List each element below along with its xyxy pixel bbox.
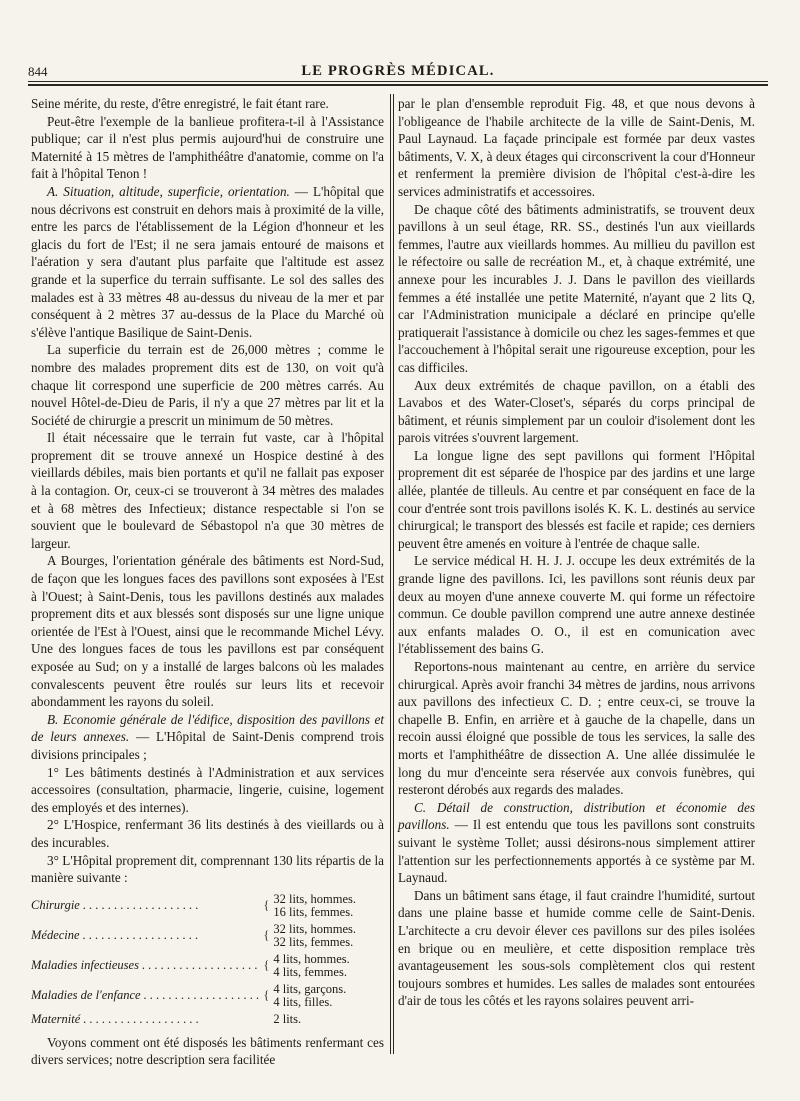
paragraph: Voyons comment ont été disposés les bâtiments renfermant ces divers services; notre description sera facilitée: [31, 1034, 384, 1068]
bed-count: 16 lits, femmes.: [273, 904, 354, 919]
page-number: 844: [28, 64, 48, 79]
paragraph: Aux deux extrémités de chaque pavillon, on a établi des Lavabos et des Water-Closet's, séparés du corps principal de bâtiment, et réunis simplement par un couloir d'isolement dont les parois vitrées s'ouvrent largement.: [398, 377, 755, 446]
service-name: Maladies de l'enfance . . .: [31, 981, 259, 1011]
paragraph: Le service médical H. H. J. J. occupe les deux extrémités de la grande ligne des pavillons. Ici, les pavillons sont réunis deux par deux au moyen d'une annexe couverte M. qui forme un réfectoire commun. Ce double pavillon comprend une autre annexe destinée aux enfants malades O. O., il est en comunication avec l'établissement des bains G.: [398, 553, 755, 657]
bed-count: 4 lits, filles.: [273, 994, 333, 1009]
paragraph: La longue ligne des sept pavillons qui forment l'Hôpital proprement dit est séparée de l'hospice par des jardins et une large allée, plantée de tilleuls. Au centre et par conséquent en face de la cour d'entrée sont trois pavillons isolés K. K. L. destinés au service chirurgical; le transport des blessés est facile et rapide; ces derniers peuvent être amenés en voiture à l'entrée de chaque salle.: [398, 447, 755, 551]
brace: {: [263, 958, 270, 973]
service-name: Maladies infectieuses . . .: [31, 951, 259, 981]
service-name: Maternité . . .: [31, 1011, 259, 1028]
table-row: [31, 951, 384, 981]
bed-allocation-table: [31, 891, 384, 1028]
paragraph: Il était nécessaire que le terrain fut vaste, car à l'hôpital proprement dit se trouve annexé un Hospice destiné à des vieillards débiles, mais bien portants et qu'il ne fallait pas exposer à la contagion. Or, ceux-ci se trouveront à 34 mètres des malades et à 68 mètres des Infectieux; distance respectable si l'on se souvient que le boulevard de Sébastopol n'a que 30 mètres de largeur.: [31, 430, 384, 551]
service-name: Chirurgie . . .: [31, 891, 259, 921]
header-rule-thin: [28, 81, 768, 82]
header-rule-thick: [28, 84, 768, 86]
page-header: [28, 62, 768, 80]
section-b: B. Economie générale de l'édifice, disposition des pavillons et de leurs annexes. — L'Hôpital de Saint-Denis comprend trois divisions principales ;: [31, 711, 384, 762]
section-c: C. Détail de construction, distribution et économie des pavillons. — Il est entendu que tous les pavillons sont construits suivant le système Tollet; aussi désirons-nous simplement attirer l'attention sur les perfectionnements apportés à ce système par M. Laynaud.: [398, 799, 755, 886]
bed-count: 4 lits, hommes.: [273, 951, 350, 966]
paragraph: 3° L'Hôpital proprement dit, comprennant 130 lits répartis de la manière suivante :: [31, 852, 384, 886]
paragraph: La superficie du terrain est de 26,000 mètres ; comme le nombre des malades proprement dits est de 130, on voit qu'à chaque lit correspond une superficie de 200 mètres carrés. Au nouvel Hôtel-de-Dieu de Paris, il n'y a que 27 mètres par lit et la Société de chirurgie a prescrit un minimum de 50 mètres.: [31, 342, 384, 428]
section-heading: A. Situation, altitude, superficie, orientation.: [47, 183, 290, 199]
brace: {: [263, 928, 270, 943]
paragraph: 1° Les bâtiments destinés à l'Administration et aux services accessoires (consultation, pharmacie, lingerie, cuisine, logement des employés et des internes).: [31, 764, 384, 815]
bed-count: 32 lits, hommes.: [273, 921, 356, 936]
table-row: [31, 1011, 384, 1028]
bed-count: 32 lits, femmes.: [273, 934, 354, 949]
paragraph: 2° L'Hospice, renfermant 36 lits destinés à des vieillards ou à des incurables.: [31, 817, 384, 850]
brace: [259, 1011, 273, 1028]
table-row: [31, 921, 384, 951]
paragraph: A Bourges, l'orientation générale des bâtiments est Nord-Sud, de façon que les longues faces des pavillons sont exposées à l'Est à l'Ouest; à Saint-Denis, tous les pavillons destinés aux malades proprement dits et aux blessés sont disposés sur une ligne unique orientée de l'Est à l'Ouest, ainsi que le recommande Michel Lévy. Une des longues faces de tous les pavillons est par conséquent exposée au Sud; on y a installé de larges balcons où les malades convalescents peuvent être roulés sur leurs lits et recevoir abondamment les rayons du soleil.: [31, 553, 384, 710]
left-column: [31, 95, 384, 1069]
section-heading: C. Détail de construction, distribution et économie des pavillons.: [398, 799, 755, 833]
service-name: Médecine . . .: [31, 921, 259, 951]
table-row: [31, 891, 384, 921]
brace: {: [263, 988, 270, 1003]
brace: {: [263, 898, 270, 913]
paragraph: Seine mérite, du reste, d'être enregistré, le fait étant rare.: [31, 96, 329, 111]
table-row: [31, 981, 384, 1011]
paragraph: De chaque côté des bâtiments administratifs, se trouvent deux pavillons à un seul étage, RR. SS., destinés l'un aux vieillards femmes, l'autre aux vieillards hommes. Au millieu du pavillon est le réfectoire ou salle de recréation M., et, à chaque extrémité, une annexe pour les incurables J. J. Dans le pavillon des vieillards femmes a été installée une petite Maternité, n'ayant que 2 lits Q, car l'Administration municipale a déclaré en principe qu'elle pratiquerait l'assistance à domicile ou chez les sages-femmes et que l'accouchement à l'hôpital serait une rigoureuse exception, pour les cas difficiles.: [398, 201, 755, 375]
bed-count: 4 lits, femmes.: [273, 964, 347, 979]
journal-title: LE PROGRÈS MÉDICAL.: [301, 63, 495, 79]
paragraph: par le plan d'ensemble reproduit Fig. 48, et que nous devons à l'obligeance de l'habile architecte de la ville de Saint-Denis, M. Paul Laynaud. La façade principale est formée par deux vastes bâtiments, V. X, à deux étages qui circonscrivent la cour d'Honneur et renferment la première division de l'hôpital c'est-à-dire les services administratifs et accessoires.: [398, 96, 755, 199]
bed-count: 32 lits, hommes.: [273, 891, 356, 906]
paragraph: Reportons-nous maintenant au centre, en arrière du service chirurgical. Après avoir franchi 34 mètres de jardins, nous arrivons aux pavillons des infectieux C. D. ; entre ceux-ci, se trouve la chapelle B. Enfin, en arrière et à gauche de la chapelle, dans un recoin aussi éloigné que possible de tous les services, la salle des morts et l'amphithéâtre de dissection A. Une allée dissimulée le long du mur d'enceinte sera réservée aux convois funèbres, qui resteront dérobés aux regards des malades.: [398, 659, 755, 798]
section-a: A. Situation, altitude, superficie, orientation. — L'hôpital que nous décrivons est construit en dehors mais à proximité de la ville, entre les parcs de l'établissement de la Légion d'honneur et les glacis du fort de l'Est; il ne sera jamais entouré de maisons et l'aération y sera d'autant plus parfaite que l'altitude est assez grande et la superfice du terrain suffisante. Le sol des salles des malades est à 33 mètres 48 au-dessus du niveau de la mer et par conséquent à 2 mètres 37 au-dessus de la Place du Marché où s'élève l'antique Basilique de Saint-Denis.: [31, 183, 384, 340]
column-divider: [390, 94, 394, 1054]
section-heading: B. Economie générale de l'édifice, disposition des pavillons et de leurs annexes.: [31, 711, 384, 745]
paragraph: Peut-être l'exemple de la banlieue profitera-t-il à l'Assistance publique; car il n'est plus permis aujourd'hui de construire une Maternité à 15 mètres de l'amphithéâtre d'anatomie, comme on l'a fait à l'hôpital Tenon !: [31, 113, 384, 182]
bed-count: 4 lits, garçons.: [273, 981, 347, 996]
right-column: [398, 95, 755, 1010]
paragraph: Dans un bâtiment sans étage, il faut craindre l'humidité, surtout dans une plaine basse et humide comme celle de Saint-Denis. L'architecte a cru devoir élever ces pavillons sur des piles isolées en brique ou en meulière, et cette disposition remplace très avantageusement les sous-sols complètement clos qui restent toujours sombres et humides. Les salles de malades sont entourées d'air de tous les côtés et les rayons solaires peuvent arri-: [398, 887, 755, 1009]
bed-count: 2 lits.: [273, 1011, 302, 1026]
